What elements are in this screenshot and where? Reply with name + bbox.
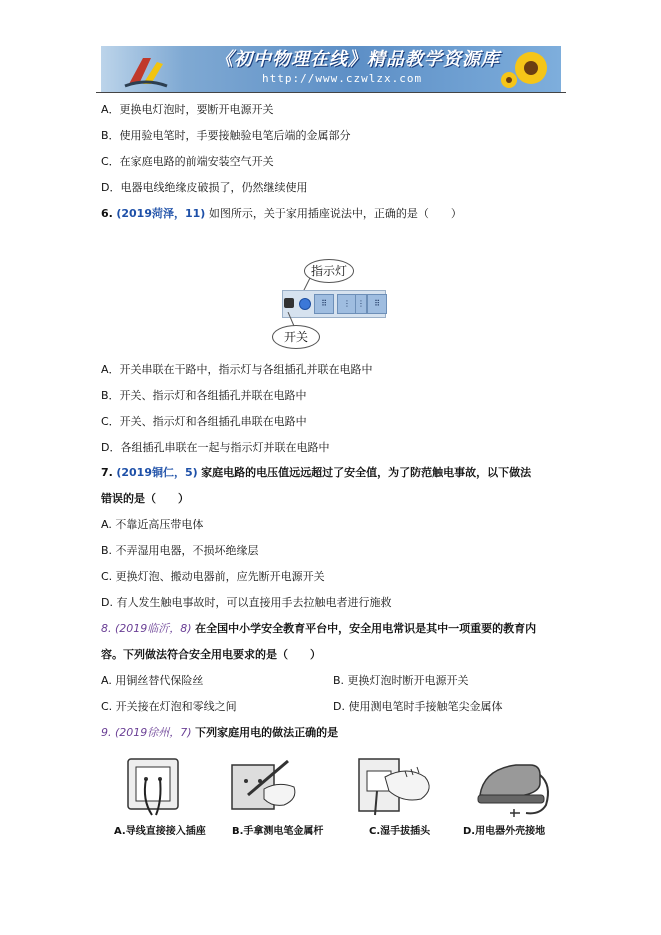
q7-stem-line xyxy=(101,466,531,480)
q6-source: (2019菏泽，11) xyxy=(116,207,206,220)
q8-stem-continued: 容。下列做法符合安全用电要求的是（ ） xyxy=(101,648,321,661)
socket-icon: ⠿ xyxy=(367,294,387,314)
socket-icon: ⋮ xyxy=(355,294,367,314)
q7-option-b: B. 不弄湿用电器，不损坏绝缘层 xyxy=(101,544,259,557)
q6-option-c: C．开关、指示灯和各组插孔串联在电路中 xyxy=(101,415,307,428)
q7-source: (2019铜仁，5) xyxy=(116,466,198,479)
q8-stem: 在全国中小学安全教育平台中，安全用电常识是其中一项重要的教育内 xyxy=(195,622,537,635)
q7-stem: 家庭电路的电压值远远超过了安全值，为了防范触电事故，以下做法 xyxy=(201,466,532,479)
q6-option-d: D．各组插孔串联在一起与指示灯并联在电路中 xyxy=(101,441,330,454)
indicator-light-icon xyxy=(299,298,311,310)
socket-icon: ⋮ xyxy=(337,294,357,314)
switch-label: 开关 xyxy=(283,330,308,344)
q7-option-a: A. 不靠近高压带电体 xyxy=(101,518,204,531)
sunflower-icon xyxy=(501,48,559,92)
q9-caption-d: D.用电器外壳接地 xyxy=(463,826,546,837)
q6-option-b: B．开关、指示灯和各组插孔并联在电路中 xyxy=(101,389,307,402)
appliance-grounding-illustration xyxy=(470,755,554,817)
banner-url: http://www.czwlzx.com xyxy=(262,72,423,85)
q5-option-d: D．电器电线绝缘皮破损了，仍然继续使用 xyxy=(101,181,308,194)
q8-option-c: C. 开关接在灯泡和零线之间 xyxy=(101,700,237,713)
q6-option-a: A．开关串联在干路中，指示灯与各组插孔并联在电路中 xyxy=(101,363,373,376)
q8-stem-line xyxy=(101,622,536,636)
logo-icon xyxy=(121,50,171,90)
q8-number: 8. xyxy=(101,622,112,635)
q6-stem: 如图所示，关于家用插座说法中，正确的是（ ） xyxy=(208,207,462,220)
indicator-label: 指示灯 xyxy=(310,264,347,278)
q5-option-c: C．在家庭电路的前端安装空气开关 xyxy=(101,155,274,168)
q5-option-b: B．使用验电笔时，手要接触验电笔后端的金属部分 xyxy=(101,129,351,142)
q9-stem-line xyxy=(101,726,338,740)
q7-option-c: C. 更换灯泡、搬动电器前，应先断开电源开关 xyxy=(101,570,325,583)
switch-bubble xyxy=(272,325,320,349)
q6-number: 6. xyxy=(101,207,113,220)
q7-stem-continued: 错误的是（ ） xyxy=(101,492,189,505)
banner-divider xyxy=(96,92,566,93)
q8-option-d: D. 使用测电笔时手接触笔尖金属体 xyxy=(333,700,503,713)
q9-number: 9. xyxy=(101,726,112,739)
q8-option-b: B. 更换灯泡时断开电源开关 xyxy=(333,674,469,687)
q7-number: 7. xyxy=(101,466,113,479)
q6-stem-line xyxy=(101,207,462,221)
q9-caption-c: C.湿手拔插头 xyxy=(369,826,431,837)
q9-caption-a: A.导线直接接入插座 xyxy=(114,826,206,837)
q9-caption-b: B.手拿测电笔金属杆 xyxy=(232,826,324,837)
wire-into-socket-illustration xyxy=(122,755,186,817)
test-pen-illustration xyxy=(228,755,302,817)
q9-source: (2019徐州，7) xyxy=(115,726,192,739)
wet-hand-plug-illustration xyxy=(355,755,439,817)
switch-icon xyxy=(284,298,294,308)
q9-stem: 下列家庭用电的做法正确的是 xyxy=(195,726,339,739)
q5-option-a: A．更换电灯泡时，要断开电源开关 xyxy=(101,103,274,116)
socket-icon: ⠿ xyxy=(314,294,334,314)
q8-option-a: A. 用铜丝替代保险丝 xyxy=(101,674,204,687)
banner-title: 《初中物理在线》精品教学资源库 xyxy=(215,49,500,70)
q8-source: (2019临沂，8) xyxy=(115,622,192,635)
q7-option-d: D. 有人发生触电事故时，可以直接用手去拉触电者进行施救 xyxy=(101,596,392,609)
